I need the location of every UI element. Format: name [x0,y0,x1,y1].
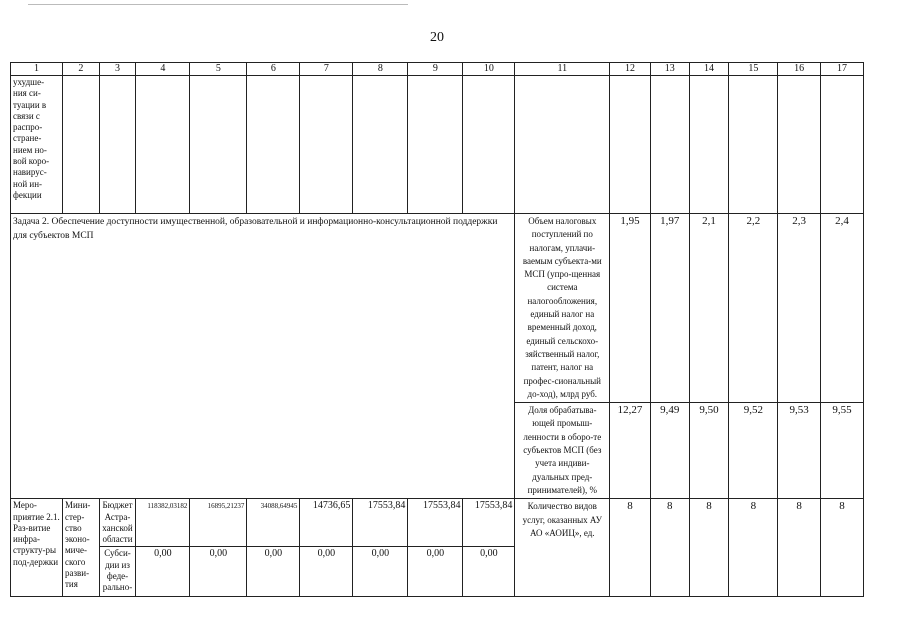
value-cell: 9,52 [729,403,778,499]
value-cell: 1,97 [650,214,689,403]
amount-cell: 0,00 [463,547,515,597]
task2-row [11,214,864,403]
amount-cell: 0,00 [136,547,190,597]
value-cell: 12,27 [610,403,651,499]
empty-cell [62,76,99,214]
value-cell: 2,4 [821,214,864,403]
amount-cell: 17553,84 [408,499,463,547]
col-header: 11 [515,63,610,76]
cont-cell-1: ухудше- ния си- туации в связи с распро- стране- нием но- вой коро- навирус- ной ин- фекции [11,76,63,214]
empty-cell [463,76,515,214]
empty-cell [300,76,353,214]
col-header: 1 [11,63,63,76]
indicator-tax-revenue: Объем налоговых поступлений по налогам, уплачи-ваемым субъекта-ми МСП (упро-щенная система налогообложения, единый налог на временный доход, единый сельскохо-зяйственный налог, патент, налог на профес-сиональный до-ход), млрд руб. [515,214,610,403]
col-header: 5 [190,63,247,76]
value-cell: 1,95 [610,214,651,403]
value-cell: 9,50 [689,403,729,499]
empty-cell [821,76,864,214]
value-cell: 2,1 [689,214,729,403]
indicator-services-count: Количество видов услуг, оказанных АУ АО «АОИЦ», ед. [515,499,610,597]
amount-cell: 0,00 [353,547,408,597]
col-header: 2 [62,63,99,76]
value-cell: 8 [729,499,778,597]
amount-cell: 16895,21237 [190,499,247,547]
value-cell: 2,3 [778,214,821,403]
value-cell: 9,49 [650,403,689,499]
col-header: 8 [353,63,408,76]
funding-source: Бюджет Астра-ханской области [99,499,136,547]
page-number: 20 [430,30,444,45]
amount-cell: 14736,65 [300,499,353,547]
funding-source: Субси-дии из феде-рально- [99,547,136,597]
header-row [11,63,864,76]
value-cell: 2,2 [729,214,778,403]
col-header: 6 [247,63,300,76]
empty-cell [408,76,463,214]
amount-cell: 0,00 [408,547,463,597]
empty-cell [729,76,778,214]
continuation-row [11,76,864,214]
empty-cell [515,76,610,214]
amount-cell: 0,00 [300,547,353,597]
col-header: 13 [650,63,689,76]
col-header: 10 [463,63,515,76]
value-cell: 8 [821,499,864,597]
amount-cell: 17553,84 [463,499,515,547]
empty-cell [247,76,300,214]
value-cell: 8 [689,499,729,597]
amount-cell: 118382,03182 [136,499,190,547]
program-table [10,62,864,597]
empty-cell [136,76,190,214]
empty-cell [689,76,729,214]
col-header: 3 [99,63,136,76]
col-header: 16 [778,63,821,76]
col-header: 17 [821,63,864,76]
amount-cell: 34088,64945 [247,499,300,547]
amount-cell: 17553,84 [353,499,408,547]
empty-cell [610,76,651,214]
empty-cell [353,76,408,214]
value-cell: 9,55 [821,403,864,499]
value-cell: 8 [650,499,689,597]
responsible-executor: Мини-стер-ство эконо-миче-ского разви-тия [62,499,99,597]
amount-cell: 0,00 [247,547,300,597]
task2-title: Задача 2. Обеспечение доступности имущественной, образовательной и информационно-консультационной поддержки для субъектов МСП [11,214,515,499]
col-header: 12 [610,63,651,76]
empty-cell [190,76,247,214]
top-rule [28,4,408,5]
value-cell: 9,53 [778,403,821,499]
empty-cell [778,76,821,214]
col-header: 14 [689,63,729,76]
col-header: 4 [136,63,190,76]
empty-cell [650,76,689,214]
amount-cell: 0,00 [190,547,247,597]
measure-title: Меро-приятие 2.1. Раз-витие инфра-структу-ры под-держки [11,499,63,597]
measure-row-1 [11,499,864,547]
col-header: 7 [300,63,353,76]
col-header: 9 [408,63,463,76]
empty-cell [99,76,136,214]
col-header: 15 [729,63,778,76]
value-cell: 8 [778,499,821,597]
value-cell: 8 [610,499,651,597]
indicator-manufacturing-share: Доля обрабатыва-ющей промыш-ленности в оборо-те субъектов МСП (без учета индиви-дуальных пред-принимателей), % [515,403,610,499]
